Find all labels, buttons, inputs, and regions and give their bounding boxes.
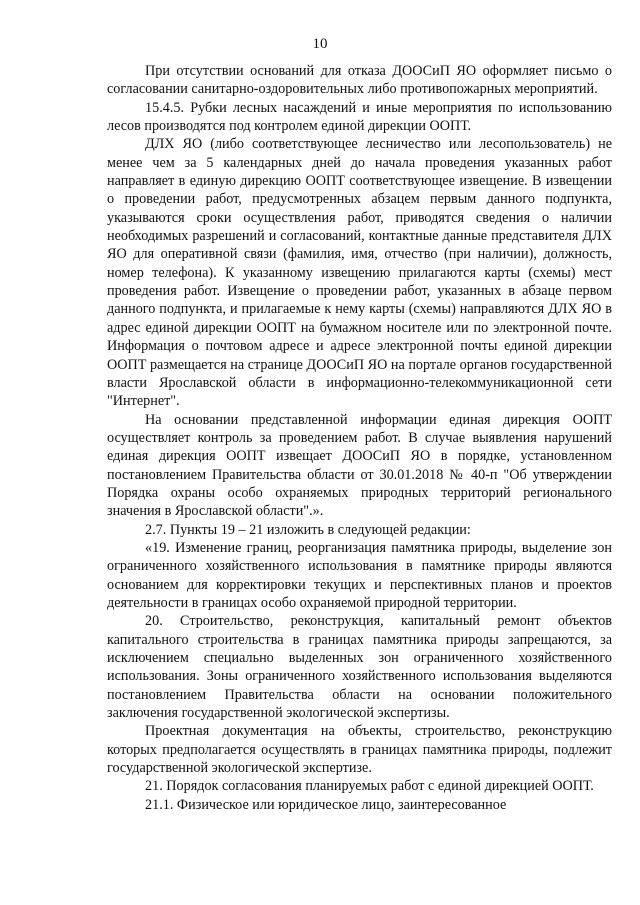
paragraph: 2.7. Пункты 19 – 21 изложить в следующей редакции:	[145, 521, 471, 538]
paragraph: ДЛХ ЯО (либо соответствующее лесничество или лесопользователь) не менее чем за 5 календарных дней до начала проведения указанных работ направляет в единую дирекцию ООПТ соответствующее извещение. В извещении о проведении работ, предусмотренных абзацем первым данного подпункта, указываются сроки осуществления работ, приводятся сведения о наличии необходимых разрешений и согласований, контактные данные представителя ДЛХ ЯО для оперативной связи (фамилия, имя, отчество (при наличии), должность, номер телефона). К указанному извещению прилагаются карты (схемы) мест проведения работ. Извещение о проведении работ, указанных в абзаце первом данного подпункта, и прилагаемые к нему карты (схемы) направляются ДЛХ ЯО в адрес единой дирекции ООПТ на бумажном носителе или по электронной почте. Информация о почтовом адресе и адресе электронной почты единой дирекции ООПТ размещается на странице ДООСиП ЯО на портале органов государственной власти Ярославской области в информационно-телекоммуникационной сети "Интернет".	[107, 136, 612, 410]
document-body	[107, 62, 612, 814]
paragraph: 21. Порядок согласования планируемых работ с единой дирекцией ООПТ.	[145, 778, 594, 795]
paragraph: «19. Изменение границ, реорганизация памятника природы, выделение зон ограниченного хозяйственного использования в памятнике природы являются основанием для корректировки текущих и перспективных планов и проектов деятельности в границах особо охраняемой природной территории.	[107, 539, 612, 611]
page-number: 10	[312, 36, 328, 52]
paragraph: Проектная документация на объекты, строительство, реконструкцию которых предполагается осуществлять в границах памятника природы, подлежит государственной экологической экспертизе.	[107, 723, 612, 777]
paragraph: 15.4.5. Рубки лесных насаждений и иные мероприятия по использованию лесов производятся под контролем единой дирекции ООПТ.	[107, 99, 612, 135]
paragraph: 20. Строительство, реконструкция, капитальный ремонт объектов капитального строительства в границах памятника природы запрещаются, за исключением специально выделенных зон ограниченного хозяйственного использования. Зоны ограниченного хозяйственного использования выделяются постановлением Правительства области на основании положительного заключения государственной экологической экспертизы.	[107, 613, 612, 722]
paragraph: 21.1. Физическое или юридическое лицо, заинтересованное	[145, 796, 507, 813]
paragraph: На основании представленной информации единая дирекция ООПТ осуществляет контроль за проведением работ. В случае выявления нарушений единая дирекция ООПТ извещает ДООСиП ЯО в порядке, установленном постановлением Правительства области от 30.01.2018 № 40-п "Об утверждении Порядка охраны особо охраняемых природных территорий регионального значения в Ярославской области".».	[107, 411, 612, 520]
paragraph: При отсутствии оснований для отказа ДООСиП ЯО оформляет письмо о согласовании санитарно-оздоровительных либо противопожарных мероприятий.	[107, 63, 612, 98]
